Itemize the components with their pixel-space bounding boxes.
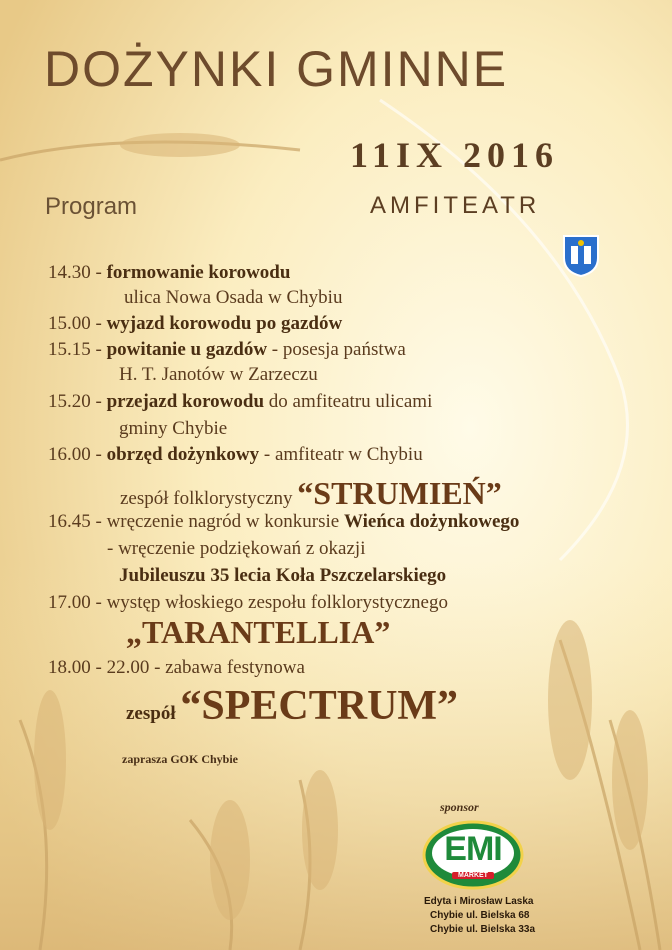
schedule-row: ulica Nowa Osada w Chybiu bbox=[124, 287, 343, 308]
sponsor-address-line: Chybie ul. Bielska 33a bbox=[430, 924, 536, 935]
event-venue: AMFITEATR bbox=[370, 192, 541, 219]
schedule-row: 15.20 - przejazd korowodu do amfiteatru ulicami bbox=[48, 391, 433, 412]
schedule-row: H. T. Janotów w Zarzeczu bbox=[119, 364, 318, 385]
schedule-row: gminy Chybie bbox=[119, 418, 228, 439]
ensemble-strumien: zespół folklorystyczny “STRUMIEŃ” bbox=[120, 475, 502, 511]
sponsor-address-line: Chybie ul. Bielska 68 bbox=[430, 910, 530, 921]
logo-text: EMI bbox=[444, 830, 502, 868]
schedule-row: Jubileuszu 35 lecia Koła Pszczelarskiego bbox=[119, 565, 447, 586]
schedule-row: 16.00 - obrzęd dożynkowy - amfiteatr w Chybiu bbox=[48, 444, 423, 465]
ensemble-spectrum: zespół “SPECTRUM” bbox=[126, 683, 459, 729]
sponsor-label: sponsor bbox=[440, 800, 479, 814]
emi-market-logo bbox=[422, 820, 524, 890]
schedule-row: 15.15 - powitanie u gazdów - posesja państwa bbox=[48, 339, 406, 360]
schedule-row: 15.00 - wyjazd korowodu po gazdów bbox=[48, 313, 343, 334]
schedule-row: 14.30 - formowanie korowodu bbox=[48, 262, 291, 283]
schedule-row: 17.00 - występ włoskiego zespołu folklorystycznego bbox=[48, 592, 448, 613]
schedule-row: - wręczenie podziękowań z okazji bbox=[107, 538, 366, 559]
schedule-row: 16.45 - wręczenie nagród w konkursie Wieńca dożynkowego bbox=[48, 511, 520, 532]
sponsor-address-line: Edyta i Mirosław Laska bbox=[424, 896, 534, 907]
schedule-row: 18.00 - 22.00 - zabawa festynowa bbox=[48, 657, 305, 678]
logo-subtext: MARKET bbox=[452, 872, 494, 879]
organizer-note: zaprasza GOK Chybie bbox=[122, 752, 238, 766]
program-heading: Program bbox=[45, 193, 138, 220]
page-title: DOŻYNKI GMINNE bbox=[44, 41, 509, 97]
event-date: 11IX 2016 bbox=[350, 135, 560, 175]
ensemble-tarantellia: „TARANTELLIA” bbox=[126, 614, 391, 650]
coat-of-arms-icon bbox=[562, 234, 600, 278]
